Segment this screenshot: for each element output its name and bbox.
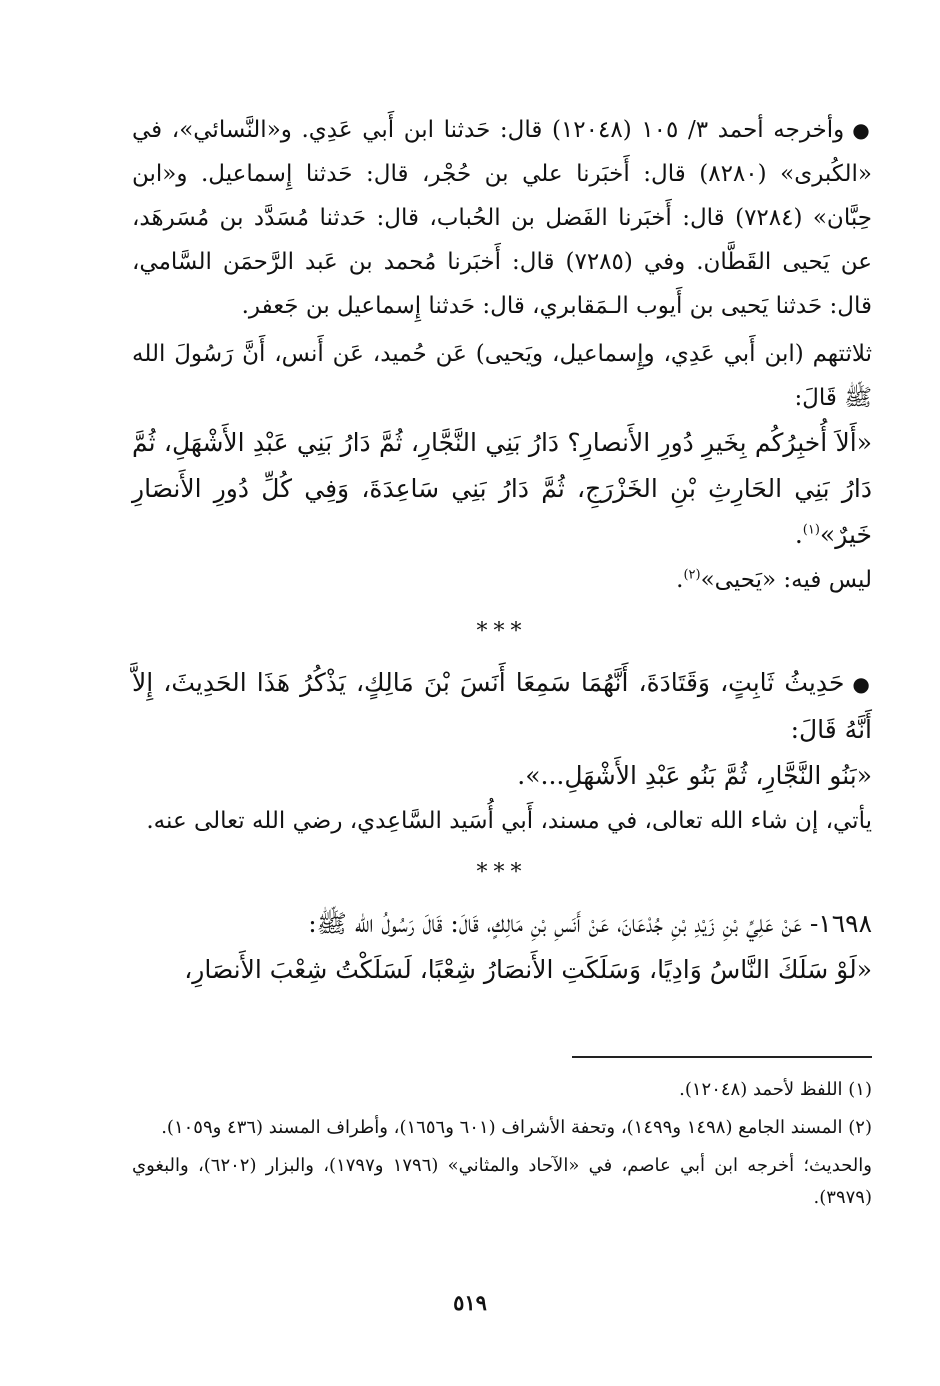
paragraph-takhrij [132, 108, 872, 328]
paragraph-cross-reference: يأتي، إن شاء الله تعالى، في مسند، أَبي أُسَيد السَّاعِدي، رضي الله تعالى عنه. [146, 808, 872, 834]
paragraph-chain: ثلاثتهم (ابن أَبي عَدِي، وإِسماعيل، ويَحيى) عَن حُميد، عَن أَنس، أَنَّ رَسُولَ الله ﷺ قَالَ: [132, 341, 872, 411]
hadith-quote-1-end: . [794, 520, 803, 549]
footnote-2: (٢) المسند الجامع (١٤٩٨ و١٤٩٩)، وتحفة الأشراف (٦٠١ و١٦٥٦)، وأطراف المسند (٤٣٦ و١٠٥٩). [161, 1117, 872, 1138]
paragraph-note [132, 558, 872, 602]
footnote-ref-1: (١) [802, 522, 820, 538]
footnote-ref-2: (٢) [683, 567, 701, 583]
footnote-1: (١) اللفظ لأحمد (١٢٠٤٨). [679, 1079, 872, 1100]
footnote-separator [572, 1056, 872, 1058]
section-divider-stars: *** [476, 619, 528, 644]
footnotes [132, 1074, 872, 1220]
paragraph-hadith-thabit-text: حَدِيثُ ثَابِتٍ، وَقَتَادَةَ، أَنَّهُمَا سَمِعَا أَنَسَ بْنَ مَالِكٍ، يَذْكُرُ هَذَا الحَدِيثَ، إِلاَّ أَنَّهُ قَالَ: [132, 668, 872, 744]
bullet-icon: ● [852, 118, 872, 142]
footnote-3: والحديث؛ أخرجه ابن أبي عاصم، في «الآحاد والمثاني» (١٧٩٦ و١٧٩٧)، والبزار (٦٢٠٢)، والبغوي (٣٩٧٩). [132, 1155, 872, 1208]
paragraph-note-text: ليس فيه: «يَحيى» [700, 567, 872, 593]
main-text [132, 108, 872, 993]
paragraph-note-end: . [676, 567, 684, 593]
bullet-icon: ● [852, 672, 872, 696]
paragraph-takhrij-text: وأخرجه أحمد ٣/ ١٠٥ (١٢٠٤٨) قال: حَدثنا ابن أَبي عَدِي. و«النَّسائي»، في «الكُبرى» (٨٢٨٠) قال: أَخبَرنا علي بن حُجْر، قال: حَدثنا إِسماعيل. و«ابن حِبَّان» (٧٢٨٤) قال: أَخبَرنا الفَضل بن الحُباب، قال: حَدثنا مُسَدَّد بن مُسَرهَد، عن يَحيى القَطَّان. وفي (٧٢٨٥) قال: أَخبَرنا مُحمد بن عَبد الرَّحمَن السَّامي، قال: حَدثنا يَحيى بن أَيوب الـمَقابري، قال: حَدثنا إِسماعيل بن جَعفر. [132, 117, 872, 319]
paragraph-hadith-thabit [132, 660, 872, 753]
hadith-1698-heading: ١٦٩٨- عَنْ عَلِيِّ بْنِ زَيْدِ بْنِ جُدْعَانَ، عَنْ أَنَسِ بْنِ مَالِكٍ، قَالَ: قَالَ رَسُولُ الله ﷺ: [308, 909, 872, 938]
hadith-quote-1-text: «أَلاَ أُخبِرُكُم بِخَيرِ دُورِ الأَنصارِ؟ دَارُ بَنِي النَّجَّارِ، ثُمَّ دَارُ بَنِي عَبْدِ الأَشْهَلِ، ثُمَّ دَارُ بَنِي الحَارِثِ بْنِ الخَزْرَجِ، ثُمَّ دَارُ بَنِي سَاعِدَةَ، وَفِي كُلِّ دُورِ الأَنصَارِ خَيرٌ» [132, 428, 872, 549]
hadith-quote-3: «لَوْ سَلَكَ النَّاسُ وَادِيًا، وَسَلَكَتِ الأَنصَارُ شِعْبًا، لَسَلَكْتُ شِعْبَ الأَنصَارِ، [184, 955, 872, 984]
section-divider-stars-2: *** [476, 860, 528, 885]
page-number: ٥١٩ [453, 1290, 487, 1315]
hadith-quote-1 [132, 420, 872, 558]
hadith-quote-2: «بَنُو النَّجَّارِ، ثُمَّ بَنُو عَبْدِ الأَشْهَلِ...». [517, 761, 872, 790]
